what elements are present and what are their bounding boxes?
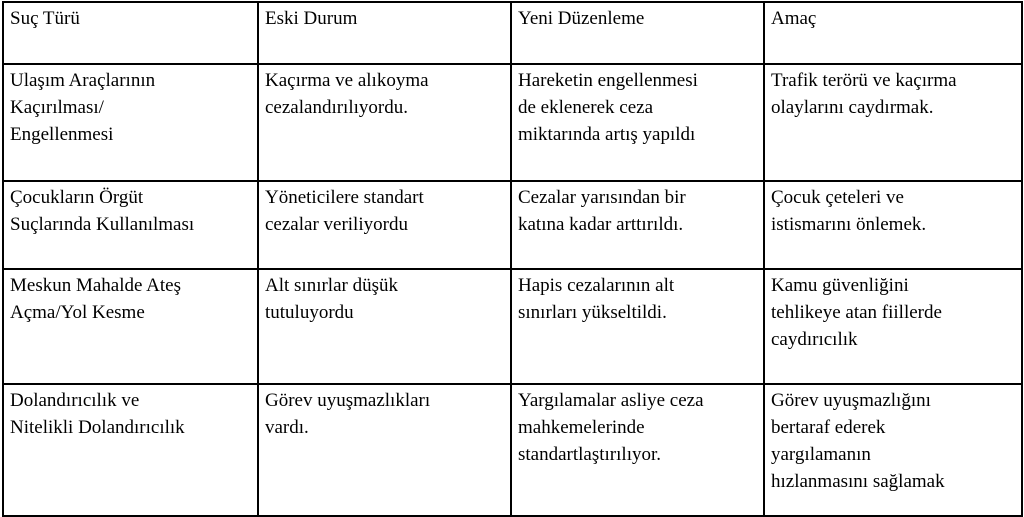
header-suc-turu: Suç Türü — [3, 2, 258, 64]
cell-suc-turu: Dolandırıcılık ve Nitelikli Dolandırıcılık — [3, 384, 258, 516]
table-row — [3, 269, 1022, 384]
cell-suc-turu: Meskun Mahalde Ateş Açma/Yol Kesme — [3, 269, 258, 384]
cell-amac: Görev uyuşmazlığını bertaraf ederek yargılamanın hızlanmasını sağlamak — [764, 384, 1022, 516]
cell-yeni-duzenleme: Hapis cezalarının alt sınırları yükseltildi. — [511, 269, 764, 384]
table-row — [3, 384, 1022, 516]
cell-amac: Trafik terörü ve kaçırma olaylarını caydırmak. — [764, 64, 1022, 181]
comparison-table — [2, 1, 1023, 517]
header-amac: Amaç — [764, 2, 1022, 64]
table-header-row — [3, 2, 1022, 64]
table-row — [3, 64, 1022, 181]
table-row — [3, 181, 1022, 269]
cell-suc-turu: Çocukların Örgüt Suçlarında Kullanılması — [3, 181, 258, 269]
cell-amac: Kamu güvenliğini tehlikeye atan fiillerde caydırıcılık — [764, 269, 1022, 384]
cell-suc-turu: Ulaşım Araçlarının Kaçırılması/ Engellenmesi — [3, 64, 258, 181]
cell-eski-durum: Yöneticilere standart cezalar veriliyordu — [258, 181, 511, 269]
cell-amac: Çocuk çeteleri ve istismarını önlemek. — [764, 181, 1022, 269]
header-eski-durum: Eski Durum — [258, 2, 511, 64]
cell-eski-durum: Görev uyuşmazlıkları vardı. — [258, 384, 511, 516]
cell-yeni-duzenleme: Yargılamalar asliye ceza mahkemelerinde standartlaştırılıyor. — [511, 384, 764, 516]
cell-yeni-duzenleme: Hareketin engellenmesi de eklenerek ceza miktarında artış yapıldı — [511, 64, 764, 181]
header-yeni-duzenleme: Yeni Düzenleme — [511, 2, 764, 64]
cell-yeni-duzenleme: Cezalar yarısından bir katına kadar arttırıldı. — [511, 181, 764, 269]
cell-eski-durum: Alt sınırlar düşük tutuluyordu — [258, 269, 511, 384]
cell-eski-durum: Kaçırma ve alıkoyma cezalandırılıyordu. — [258, 64, 511, 181]
